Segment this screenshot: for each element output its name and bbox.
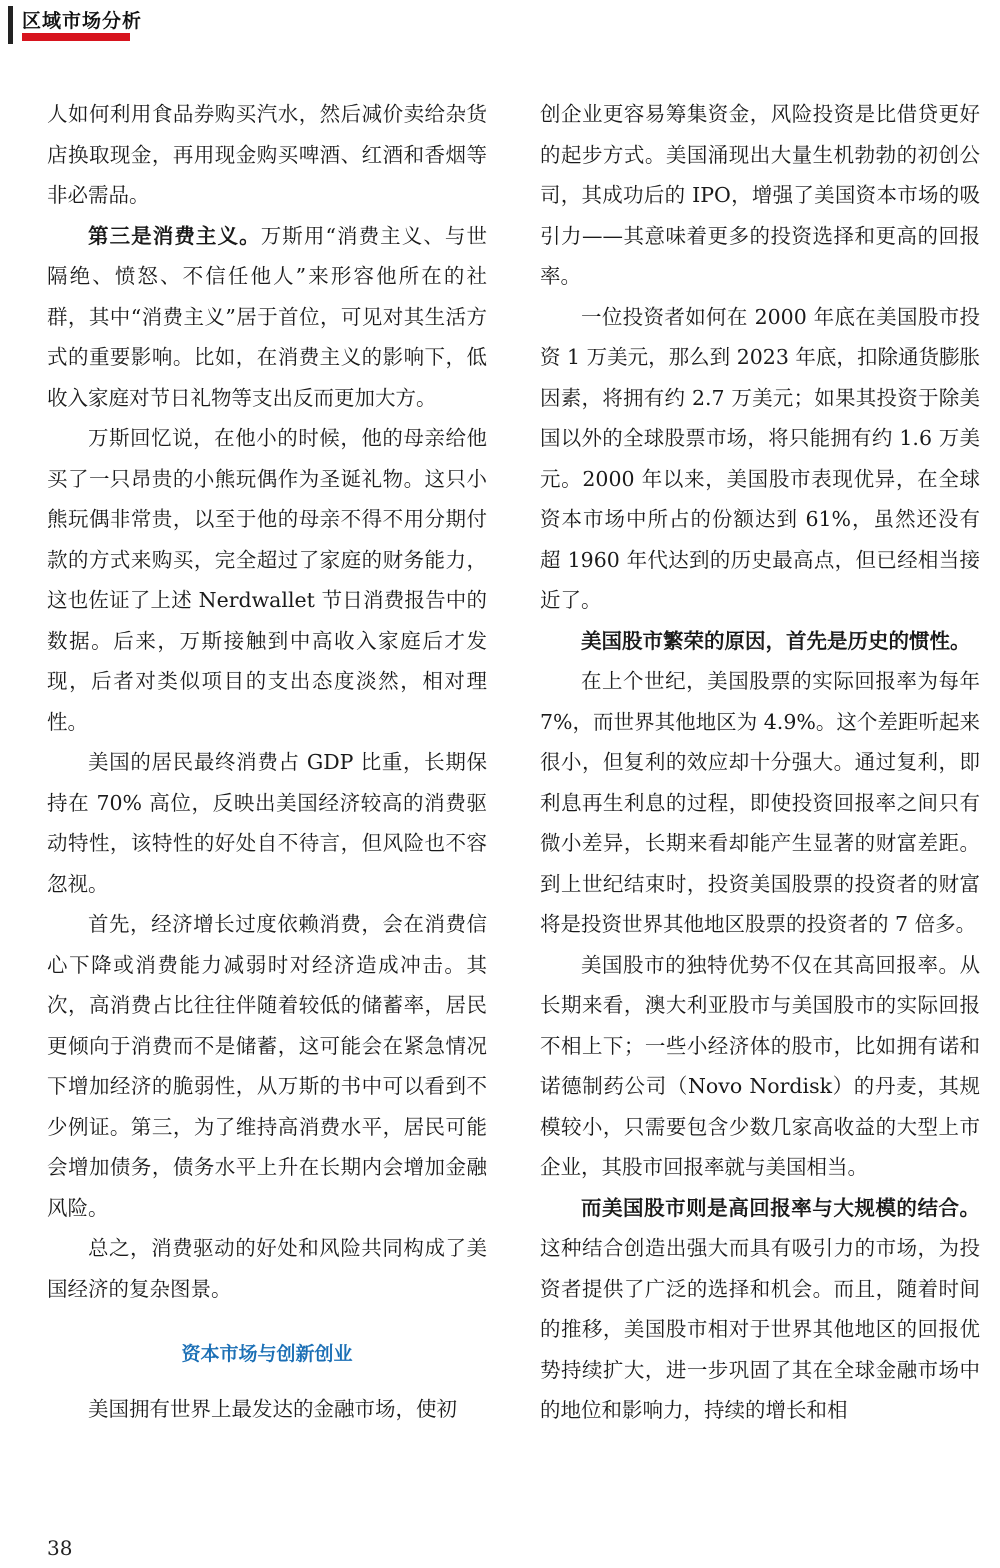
page-number: 38 — [47, 1536, 73, 1560]
section-title: 区域市场分析 — [22, 10, 143, 32]
paragraph: 首先，经济增长过度依赖消费，会在消费信心下降或消费能力减弱时对经济造成冲击。其次，高消费占比往往伴随着较低的储蓄率，居民更倾向于消费而不是储蓄，这可能会在紧急情况下增加经济的脆弱性，从万斯的书中可以看到不少例证。第三，为了维持高消费水平，居民可能会增加债务，债务水平上升在长期内会增加金融风险。 — [47, 912, 487, 1220]
paragraph: 在上个世纪，美国股票的实际回报率为每年 7%，而世界其他地区为 4.9%。这个差距听起来很小，但复利的效应却十分强大。通过复利，即利息再生利息的过程，即使投资回报率之间只有微小差异，长期来看却能产生显著的财富差距。到上世纪结束时，投资美国股票的投资者的财富将是投资世界其他地区股票的投资者的 7 倍多。 — [540, 669, 980, 936]
left-column — [47, 94, 487, 1430]
paragraph — [47, 216, 487, 419]
paragraph — [540, 1188, 980, 1431]
right-column — [540, 94, 980, 1431]
paragraph: 人如何利用食品券购买汽水，然后减价卖给杂货店换取现金，再用现金购买啤酒、红酒和香烟等非必需品。 — [47, 102, 487, 207]
paragraph-text: 万斯用“消费主义、与世隔绝、愤怒、不信任他人”来形容他所在的社群，其中“消费主义”居于首位，可见对其生活方式的重要影响。比如，在消费主义的影响下，低收入家庭对节日礼物等支出反而更加大方。 — [47, 223, 488, 410]
header-red-rule — [22, 33, 130, 41]
paragraph: 一位投资者如何在 2000 年底在美国股市投资 1 万美元，那么到 2023 年底，扣除通货膨胀因素，将拥有约 2.7 万美元；如果其投资于除美国以外的全球股票市场，将只能拥有约 1.6 万美元。2000 年以来，美国股市表现优异，在全球资本市场中所占的份额达到 61%，虽然还没有超 1960 年代达到的历史最高点，但已经相当接近了。 — [540, 304, 980, 612]
paragraph: 创企业更容易筹集资金，风险投资是比借贷更好的起步方式。美国涌现出大量生机勃勃的初创公司，其成功后的 IPO，增强了美国资本市场的吸引力——其意味着更多的投资选择和更高的回报率。 — [540, 102, 980, 288]
section-header — [0, 0, 1000, 50]
paragraph — [540, 621, 980, 662]
paragraph: 美国股市的独特优势不仅在其高回报率。从长期来看，澳大利亚股市与美国股市的实际回报不相上下；一些小经济体的股市，比如拥有诺和诺德制药公司（Novo Nordisk）的丹麦，其规模较小，只需要包含少数几家高收益的大型上市企业，其股市回报率就与美国相当。 — [540, 952, 980, 1179]
bold-lead: 而美国股市则是高回报率与大规模的结合。 — [581, 1195, 980, 1220]
paragraph: 万斯回忆说，在他小的时候，他的母亲给他买了一只昂贵的小熊玩偶作为圣诞礼物。这只小熊玩偶非常贵，以至于他的母亲不得不用分期付款的方式来购买，完全超过了家庭的财务能力，这也佐证了上述 Nerdwallet 节日消费报告中的数据。后来，万斯接触到中高收入家庭后才发现，后者对类似项目的支出态度淡然，相对理性。 — [47, 426, 487, 734]
section-heading: 资本市场与创新创业 — [181, 1343, 353, 1365]
bold-lead: 美国股市繁荣的原因，首先是历史的惯性。 — [581, 628, 971, 653]
bold-lead: 第三是消费主义。 — [88, 223, 261, 248]
paragraph-text: 这种结合创造出强大而具有吸引力的市场，为投资者提供了广泛的选择和机会。而且，随着时间的推移，美国股市相对于世界其他地区的回报优势持续扩大，进一步巩固了其在全球金融市场中的地位和影响力，持续的增长和相 — [540, 1236, 980, 1422]
header-vertical-bar — [8, 6, 13, 44]
paragraph: 美国的居民最终消费占 GDP 比重，长期保持在 70% 高位，反映出美国经济较高的消费驱动特性，该特性的好处自不待言，但风险也不容忽视。 — [47, 750, 487, 896]
paragraph: 美国拥有世界上最发达的金融市场，使初 — [88, 1397, 457, 1421]
paragraph: 总之，消费驱动的好处和风险共同构成了美国经济的复杂图景。 — [47, 1236, 487, 1301]
